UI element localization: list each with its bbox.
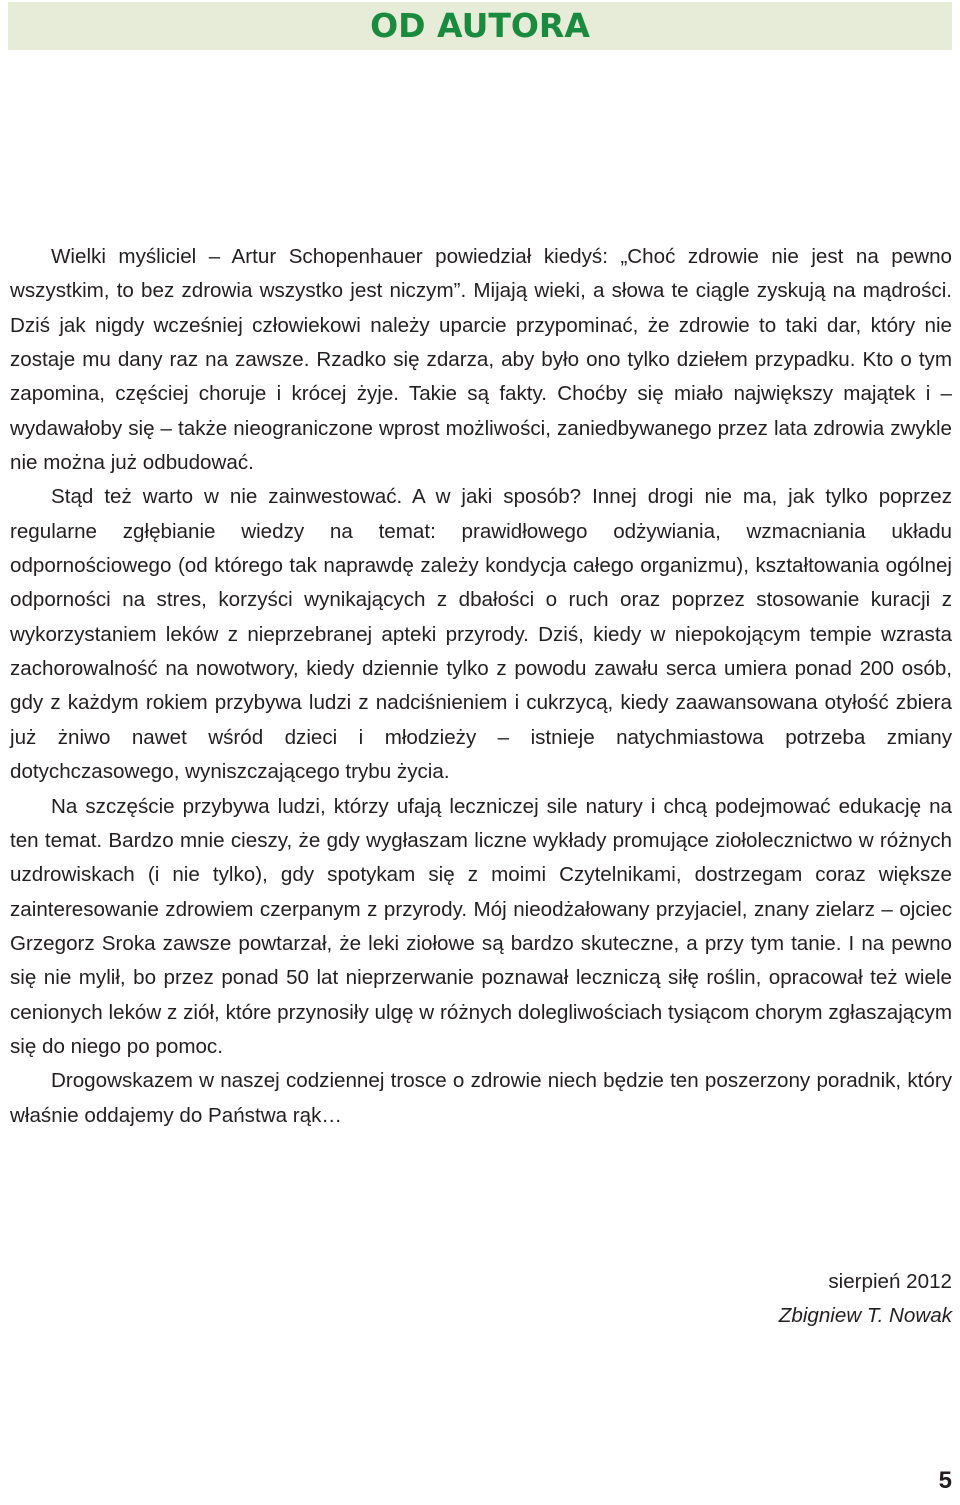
paragraph-4: Drogowskazem w naszej codziennej trosce o zdrowie niech będzie ten poszerzony poradnik, który właśnie oddajemy do Państwa rąk… [10,1069,952,1127]
signature-author: Zbigniew T. Nowak [778,1304,952,1327]
paragraph-2: Stąd też warto w nie zainwestować. A w jaki sposób? Innej drogi nie ma, jak tylko poprzez regularne zgłębianie wiedzy na temat: prawidłowego odżywiania, wzmacniania układu odpornościowego (od którego tak naprawdę zależy kondycja całego organizmu), kształtowania ogólnej odporności na stres, korzyści wynikających z dbałości o ruch oraz poprzez stosowanie kuracji z wykorzystaniem leków z nieprzebranej apteki przyrody. Dziś, kiedy w niepokojącym tempie wzrasta zachorowalność na nowotwory, kiedy dziennie tylko z powodu zawału serca umiera ponad 200 osób, gdy z każdym rokiem przybywa ludzi z nadciśnieniem i cukrzycą, kiedy zaawansowana otyłość zbiera już żniwo nawet wśród dzieci i młodzieży – istnieje natychmiastowa potrzeba zmiany dotychczasowego, wyniszczającego trybu życia. [10,485,952,784]
page-number: 5 [938,1467,952,1494]
signature-date: sierpień 2012 [828,1270,952,1293]
signature [779,1265,952,1333]
body-text [10,240,952,1133]
paragraph-3: Na szczęście przybywa ludzi, którzy ufają leczniczej sile natury i chcą podejmować edukację na ten temat. Bardzo mnie cieszy, że gdy wygłaszam liczne wykłady promujące ziołolecznictwo w różnych uzdrowiskach (i nie tylko), gdy spotykam się z moimi Czytelnikami, dostrzegam coraz większe zainteresowanie zdrowiem czerpanym z przyrody. Mój nieodżałowany przyjaciel, znany zielarz – ojciec Grzegorz Sroka zawsze powtarzał, że leki ziołowe są bardzo skuteczne, a przy tym tanie. I na pewno się nie mylił, bo przez ponad 50 lat nieprzerwanie poznawał leczniczą siłę roślin, opracował też wiele cenionych leków z ziół, które przynosiły ulgę w różnych dolegliwościach tysiącom chorym zgłaszającym się do niego po pomoc. [10,794,952,1058]
page-title: OD AUTORA [370,6,590,45]
paragraph-1: Wielki myśliciel – Artur Schopenhauer powiedział kiedyś: „Choć zdrowie nie jest na pewno wszystkim, to bez zdrowia wszystko jest niczym”. Mijają wieki, a słowa te ciągle zyskują na mądrości. Dziś jak nigdy wcześniej człowiekowi należy uparcie przypominać, że zdrowie to taki dar, który nie zostaje mu dany raz na zawsze. Rzadko się zdarza, aby było ono tylko dziełem przypadku. Kto o tym zapomina, częściej choruje i krócej żyje. Takie są fakty. Choćby się miało największy majątek i – wydawałoby się – także nieograniczone wprost możliwości, zaniedbywanego przez lata zdrowia zwykle nie można już odbudować. [10,245,952,475]
